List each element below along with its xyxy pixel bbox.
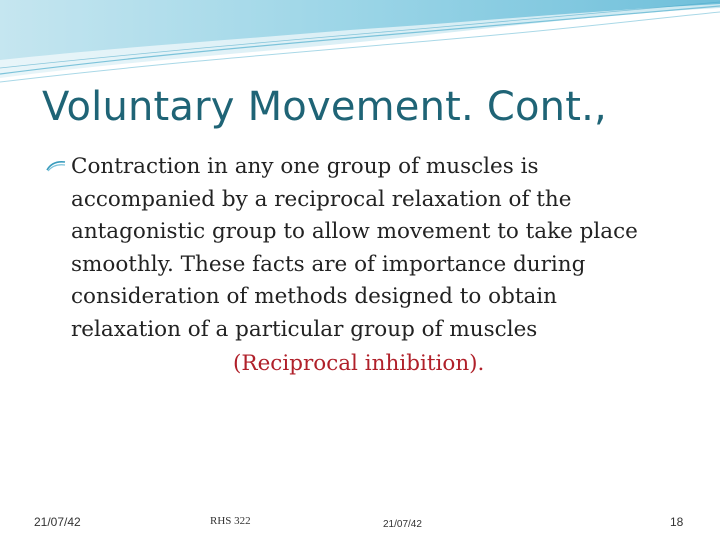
bullet-line: Contraction in any one group of muscles is	[71, 154, 539, 179]
bullet-text	[46, 151, 686, 346]
bullet-swoosh-icon	[46, 160, 66, 172]
reciprocal-inhibition-text: (Reciprocal inhibition).	[233, 351, 485, 376]
bullet-line: relaxation of a particular group of muscles	[71, 316, 538, 342]
slide-title: Voluntary Movement. Cont.,	[42, 84, 607, 130]
footer-date-secondary: 21/07/42	[383, 519, 422, 530]
footer-date: 21/07/42	[34, 515, 81, 529]
bullet-item	[46, 151, 686, 346]
bullet-line: antagonistic group to allow movement to take place	[71, 219, 638, 244]
bullet-line: smoothly. These facts are of importance during	[71, 251, 586, 277]
bullet-line: accompanied by a reciprocal relaxation of the	[71, 186, 572, 212]
slide-number: 18	[670, 515, 684, 529]
header-wave-decoration	[0, 0, 720, 90]
bullet-line: consideration of methods designed to obtain	[71, 284, 558, 309]
footer-course-code: RHS 322	[210, 515, 251, 527]
